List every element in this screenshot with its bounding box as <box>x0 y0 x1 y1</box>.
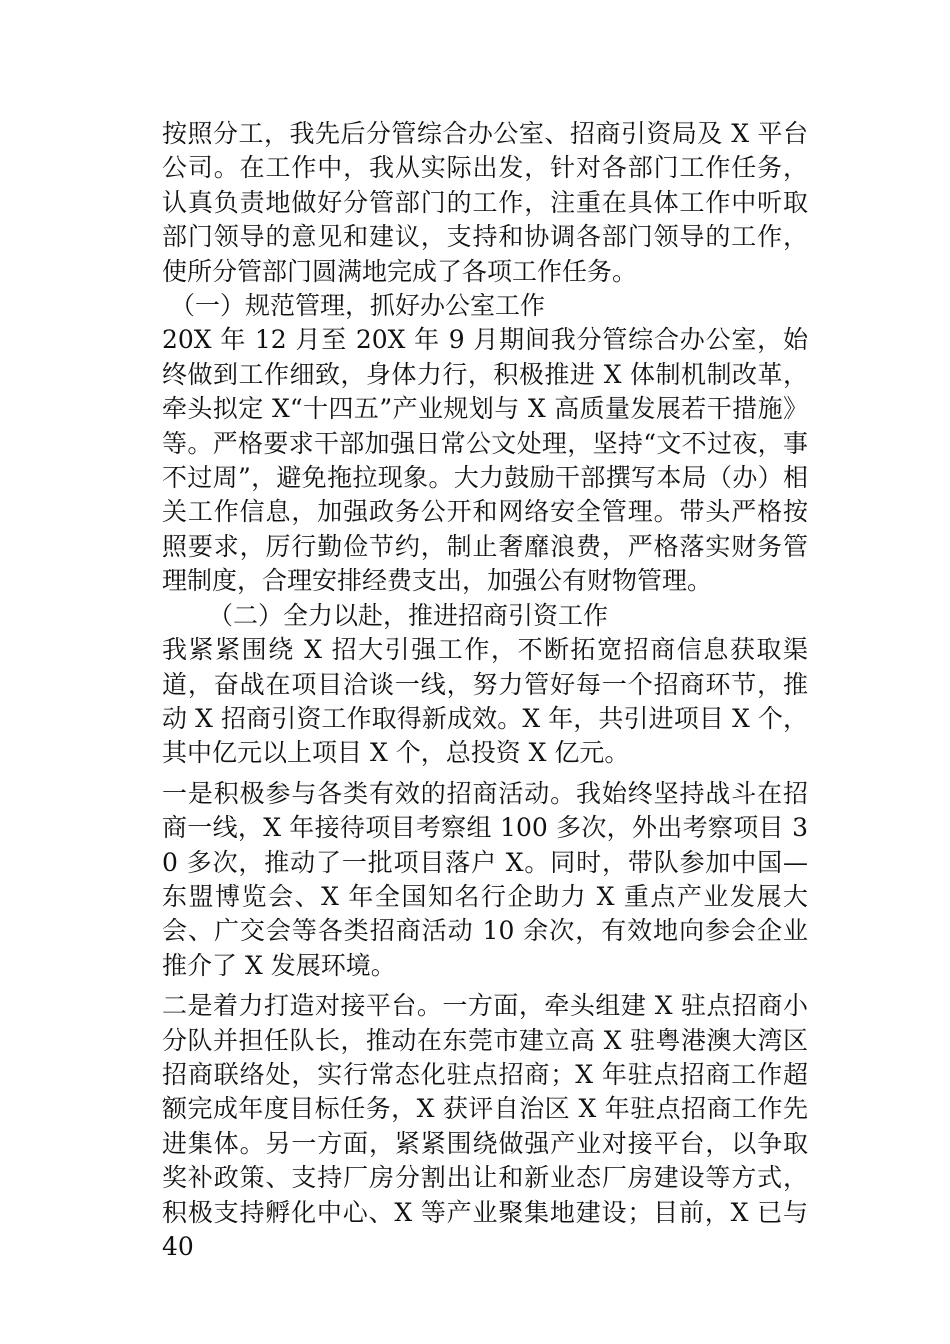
paragraph-division-of-work: 按照分工，我先后分管综合办公室、招商引资局及 X 平台公司。在工作中，我从实际出发，针对各部门工作任务，认真负责地做好分管部门的工作，注重在具体工作中听取部门领导的意见和建议，支持和协调各部门领导的工作，使所分管部门圆满地完成了各项工作任务。 <box>162 119 808 286</box>
paragraph-investment-activities: 一是积极参与各类有效的招商活动。我始终坚持战斗在招商一线，X 年接待项目考察组 100 多次，外出考察项目 30 多次，推动了一批项目落户 X。同时，带队参加中国—东盟博览会、X 年全国知名行企助力 X 重点产业发展大会、广交会等各类招商活动 10 余次，有效地向参会企业推介了 X 发展环境。 <box>162 778 808 980</box>
paragraph-docking-platform: 二是着力打造对接平台。一方面，牵头组建 X 驻点招商小分队并担任队长，推动在东莞市建立高 X 驻粤港澳大湾区招商联络处，实行常态化驻点招商；X 年驻点招商工作超额完成年度目标任务，X 获评自治区 X 年驻点招商工作先进集体。另一方面，紧紧围绕做强产业对接平台，以争取奖补政策、支持厂房分割出让和新业态厂房建设等方式，积极支持孵化中心、X 等产业聚集地建设；目前，X 已与 40 <box>162 991 808 1261</box>
section-heading-office-work: （一）规范管理，抓好办公室工作 <box>170 291 546 321</box>
document-body <box>146 117 808 1264</box>
section-heading-investment-work: （二）全力以赴，推进招商引资工作 <box>208 600 609 630</box>
paragraph-investment-summary: 我紧紧围绕 X 招大引强工作，不断拓宽招商信息获取渠道，奋战在项目洽谈一线，努力管好每一个招商环节，推动 X 招商引资工作取得新成效。X 年，共引进项目 X 个，其中亿元以上项目 X 个，总投资 X 亿元。 <box>162 635 808 768</box>
paragraph-office-management: 20X 年 12 月至 20X 年 9 月期间我分管综合办公室，始终做到工作细致，身体力行，积极推进 X 体制机制改革，牵头拟定 X“十四五”产业规划与 X 高质量发展若干措施》等。严格要求干部加强日常公文处理，坚持“文不过夜，事不过周”，避免拖拉现象。大力鼓励干部撰写本局（办）相关工作信息，加强政务公开和网络安全管理。带头严格按照要求，厉行勤俭节约，制止奢靡浪费，严格落实财务管理制度，合理安排经费支出，加强公有财物管理。 <box>162 325 808 596</box>
